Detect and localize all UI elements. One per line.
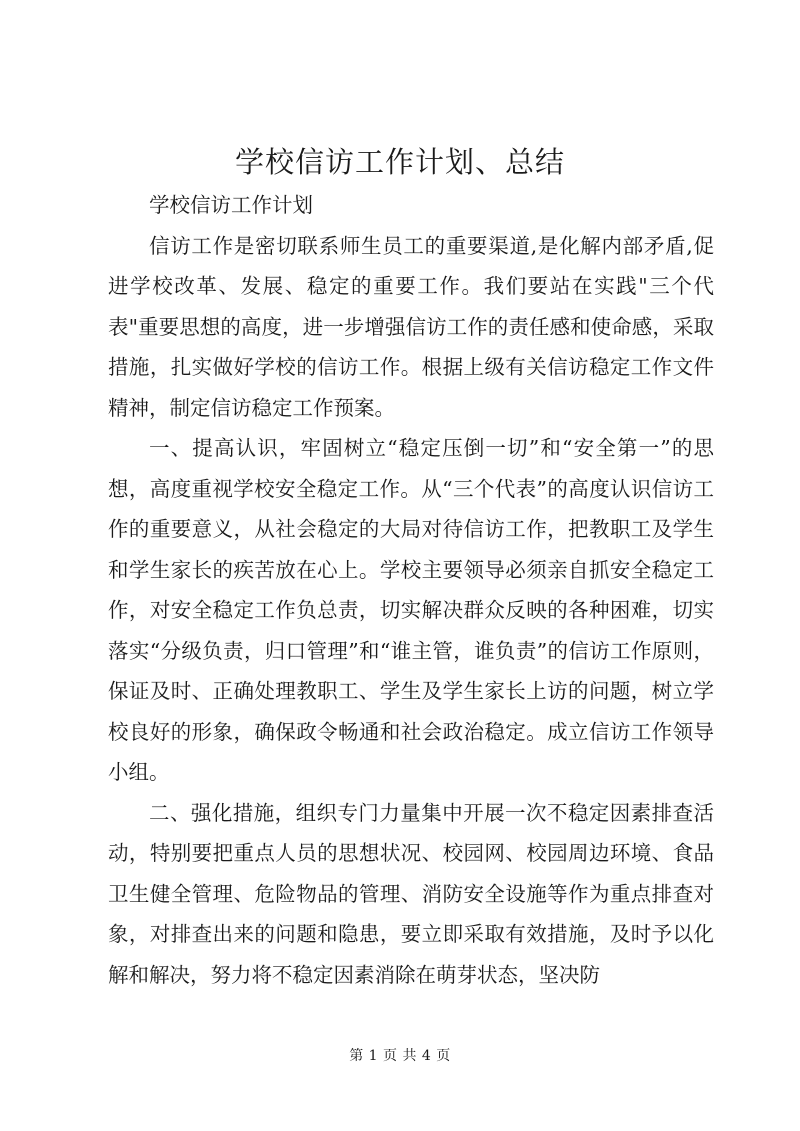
page-indicator: 第 1 页 共 4 页 <box>349 1048 451 1064</box>
paragraph-section-1: 一、提高认识，牢固树立“稳定压倒一切”和“安全第一”的思想，高度重视学校安全稳定工作。从“三个代表”的高度认识信访工作的重要意义，从社会稳定的大局对待信访工作，把教职工及学生和学生家长的疾苦放在心上。学校主要领导必须亲自抓安全稳定工作，对安全稳定工作负总责，切实解决群众反映的各种困难，切实落实“分级负责，归口管理”和“谁主管，谁负责”的信访工作原则，保证及时、正确处理教职工、学生及学生家长上访的问题，树立学校良好的形象，确保政令畅通和社会政治稳定。成立信访工作领导小组。 <box>108 436 714 784</box>
document-title: 学校信访工作计划、总结 <box>234 145 565 179</box>
paragraph-section-2: 二、强化措施，组织专门力量集中开展一次不稳定因素排查活动，特别要把重点人员的思想状况、校园网、校园周边环境、食品卫生健全管理、危险物品的管理、消防安全设施等作为重点排查对象，对排查出来的问题和隐患，要立即采取有效措施，及时予以化解和解决，努力将不稳定因素消除在萌芽状态，坚决防 <box>108 800 714 987</box>
document-subtitle: 学校信访工作计划 <box>149 193 313 217</box>
document-body <box>108 185 714 995</box>
paragraph-intro: 信访工作是密切联系师生员工的重要渠道,是化解内部矛盾,促进学校改革、发展、稳定的重要工作。我们要站在实践"三个代表"重要思想的高度，进一步增强信访工作的责任感和使命感，采取措施，扎实做好学校的信访工作。根据上级有关信访稳定工作文件精神，制定信访稳定工作预案。 <box>108 233 714 420</box>
